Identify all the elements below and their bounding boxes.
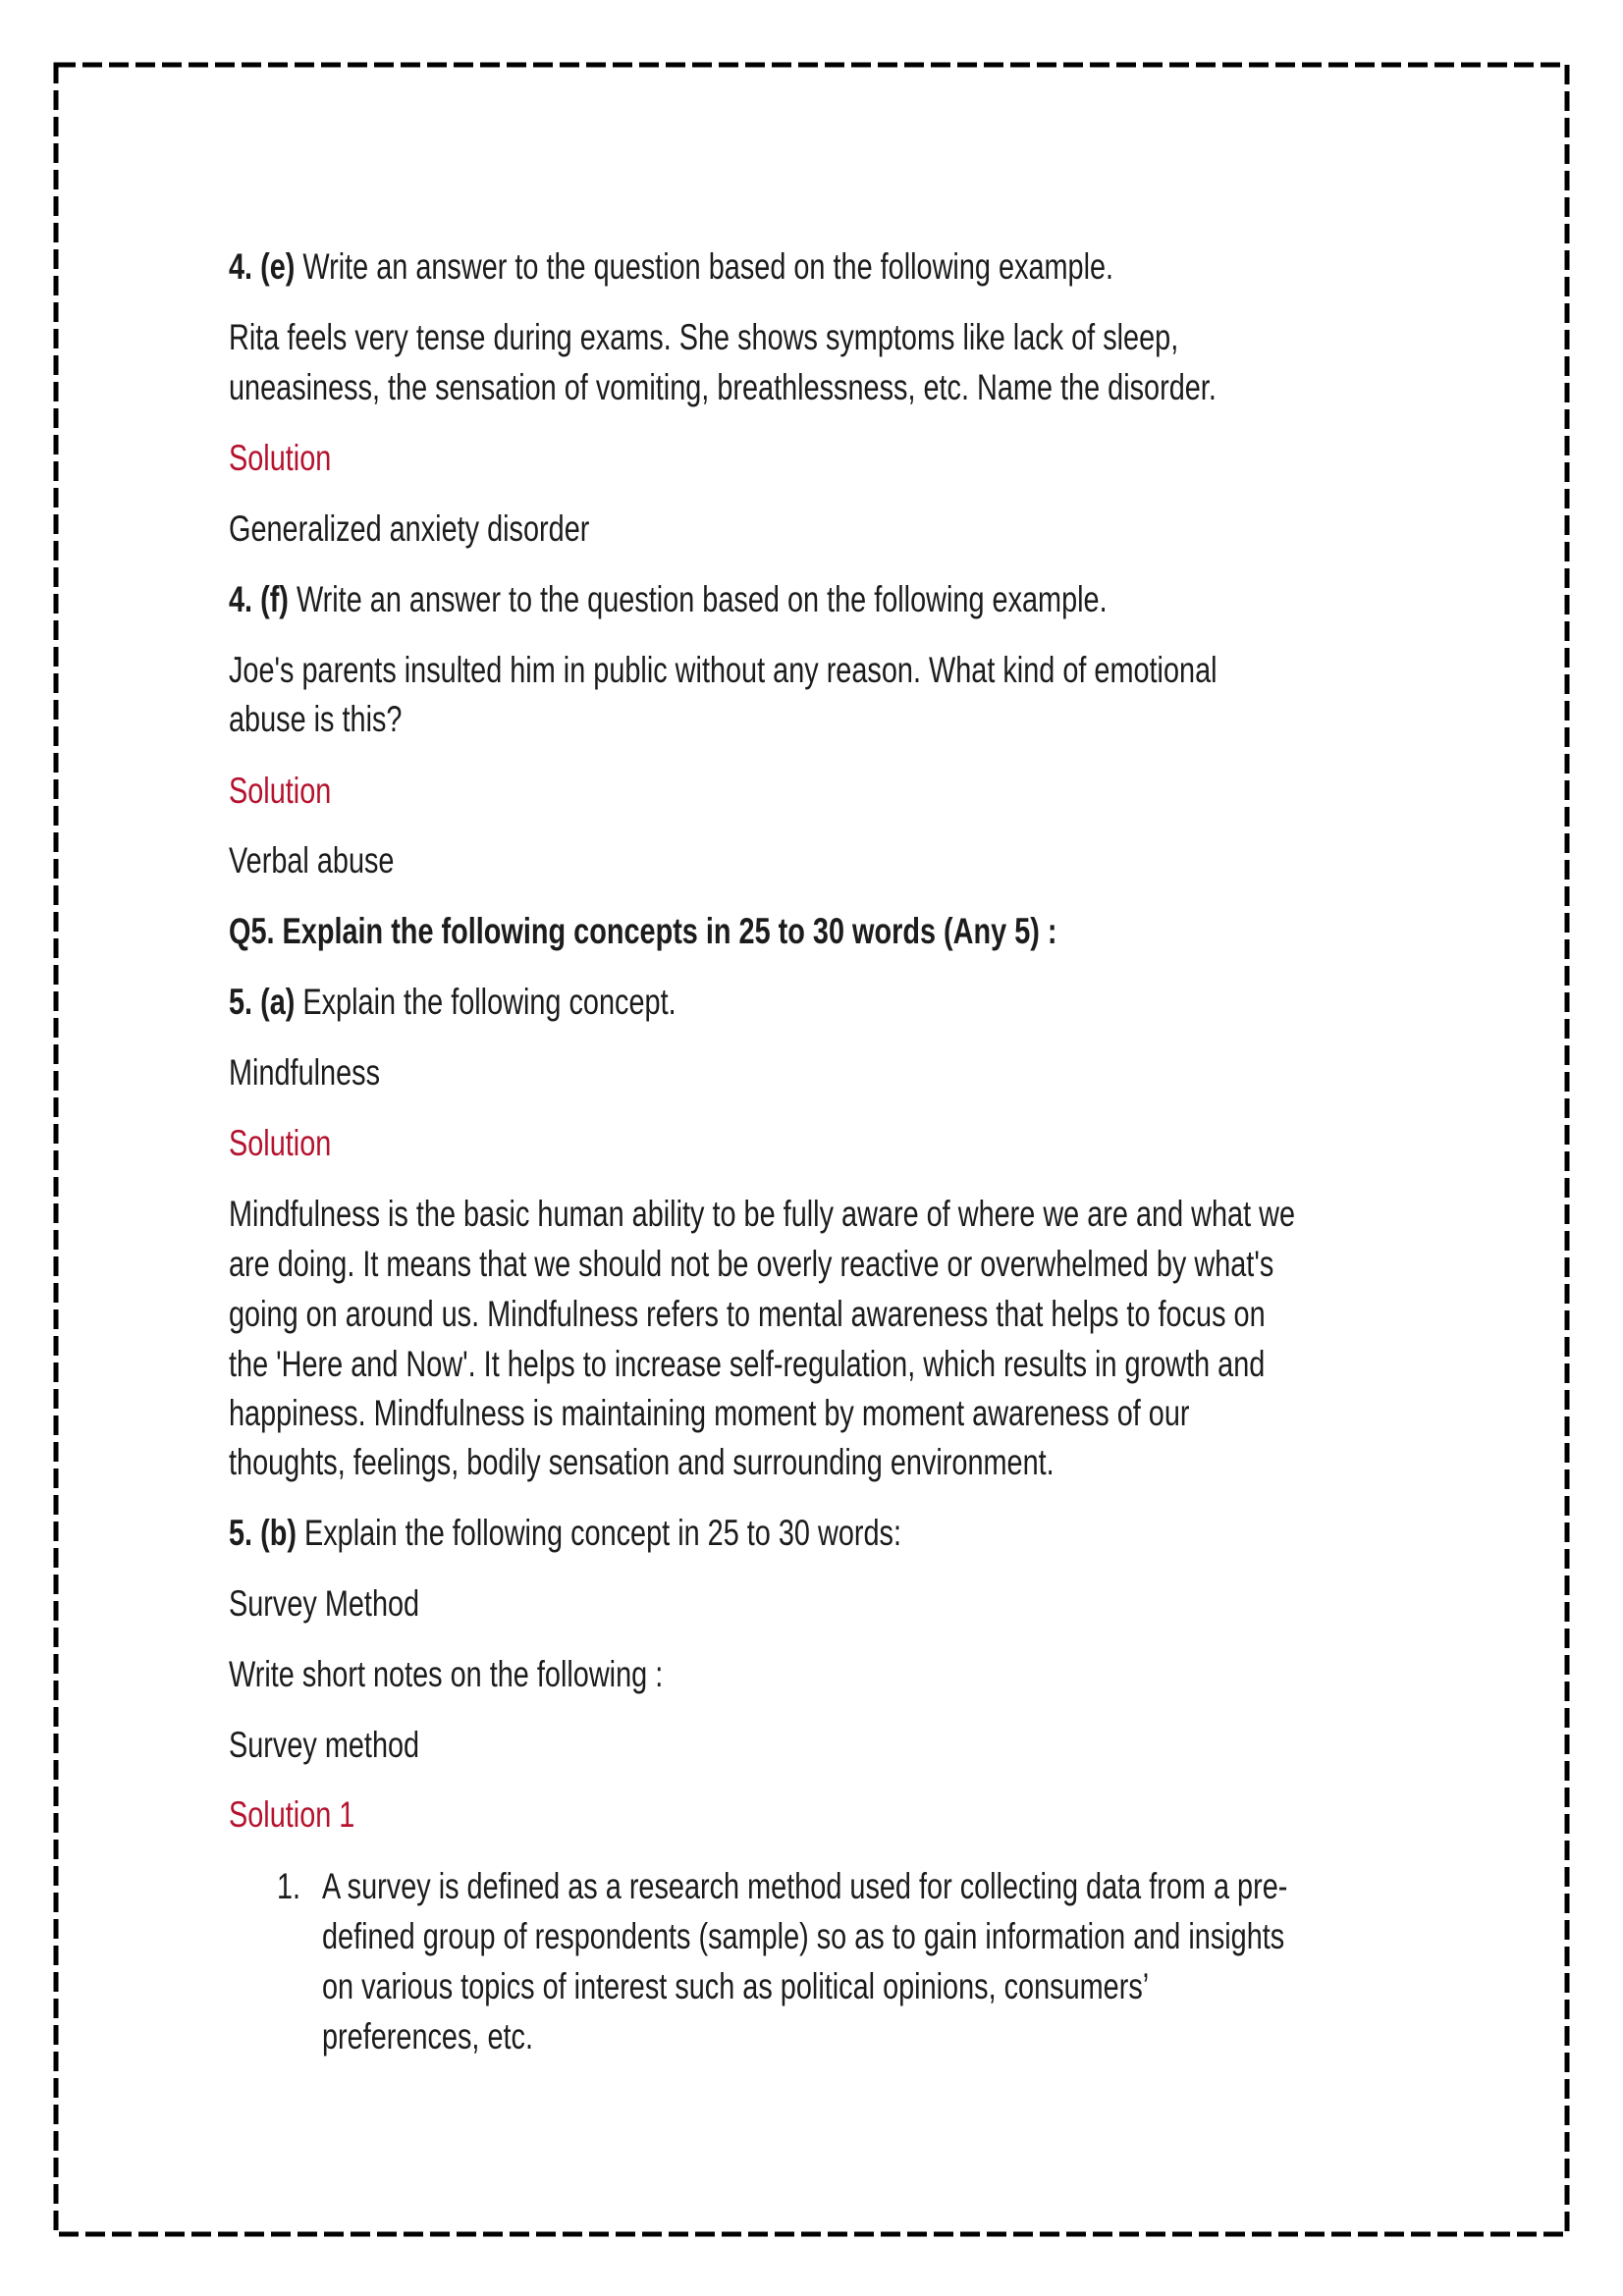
question-label: 4. (f) <box>229 579 289 619</box>
alt-concept-term: Survey method <box>229 1725 420 1765</box>
section-heading-q5: Q5. Explain the following concepts in 25 to 30 words (Any 5) : <box>229 911 1057 951</box>
list-item-line: preferences, etc. <box>322 2016 533 2056</box>
example-line: uneasiness, the sensation of vomiting, breathlessness, etc. Name the disorder. <box>229 367 1217 407</box>
question-prompt: Explain the following concept. <box>302 982 676 1022</box>
list-item-line: defined group of respondents (sample) so as to gain information and insights <box>322 1916 1285 1956</box>
example-line: Rita feels very tense during exams. She shows symptoms like lack of sleep, <box>229 317 1179 357</box>
answer-line: going on around us. Mindfulness refers to mental awareness that helps to focus on <box>229 1294 1266 1334</box>
question-prompt: Write an answer to the question based on the following example. <box>296 579 1108 619</box>
alt-prompt: Write short notes on the following : <box>229 1654 664 1694</box>
example-line: Joe's parents insulted him in public without any reason. What kind of emotional <box>229 650 1217 690</box>
answer-line: are doing. It means that we should not be overly reactive or overwhelmed by what's <box>229 1244 1274 1284</box>
question-prompt: Write an answer to the question based on the following example. <box>302 246 1114 287</box>
question-prompt: Explain the following concept in 25 to 30 words: <box>303 1513 901 1553</box>
concept-term: Survey Method <box>229 1583 420 1624</box>
solution-label: Solution <box>229 1123 332 1163</box>
question-4e <box>229 245 1113 289</box>
question-4f <box>229 578 1108 621</box>
answer-line: thoughts, feelings, bodily sensation and surrounding environment. <box>229 1442 1055 1482</box>
answer-line: the 'Here and Now'. It helps to increase self-regulation, which results in growth and <box>229 1344 1266 1384</box>
list-marker: 1. <box>277 1866 301 1906</box>
question-label: 5. (a) <box>229 982 296 1022</box>
solution-label: Solution <box>229 438 332 478</box>
question-5b <box>229 1512 901 1555</box>
solution-label: Solution <box>229 771 332 811</box>
list-item-line: on various topics of interest such as political opinions, consumers’ <box>322 1966 1150 2006</box>
list-item-line: A survey is defined as a research method used for collecting data from a pre- <box>322 1866 1288 1906</box>
concept-term: Mindfulness <box>229 1052 381 1093</box>
answer-text: Generalized anxiety disorder <box>229 508 590 549</box>
question-5a <box>229 981 676 1024</box>
question-label: 4. (e) <box>229 246 296 287</box>
answer-line: Mindfulness is the basic human ability to be fully aware of where we are and what we <box>229 1194 1296 1234</box>
answer-line: happiness. Mindfulness is maintaining moment by moment awareness of our <box>229 1393 1190 1433</box>
solution-label: Solution 1 <box>229 1794 355 1835</box>
answer-text: Verbal abuse <box>229 840 395 881</box>
example-line: abuse is this? <box>229 699 403 739</box>
question-label: 5. (b) <box>229 1513 297 1553</box>
